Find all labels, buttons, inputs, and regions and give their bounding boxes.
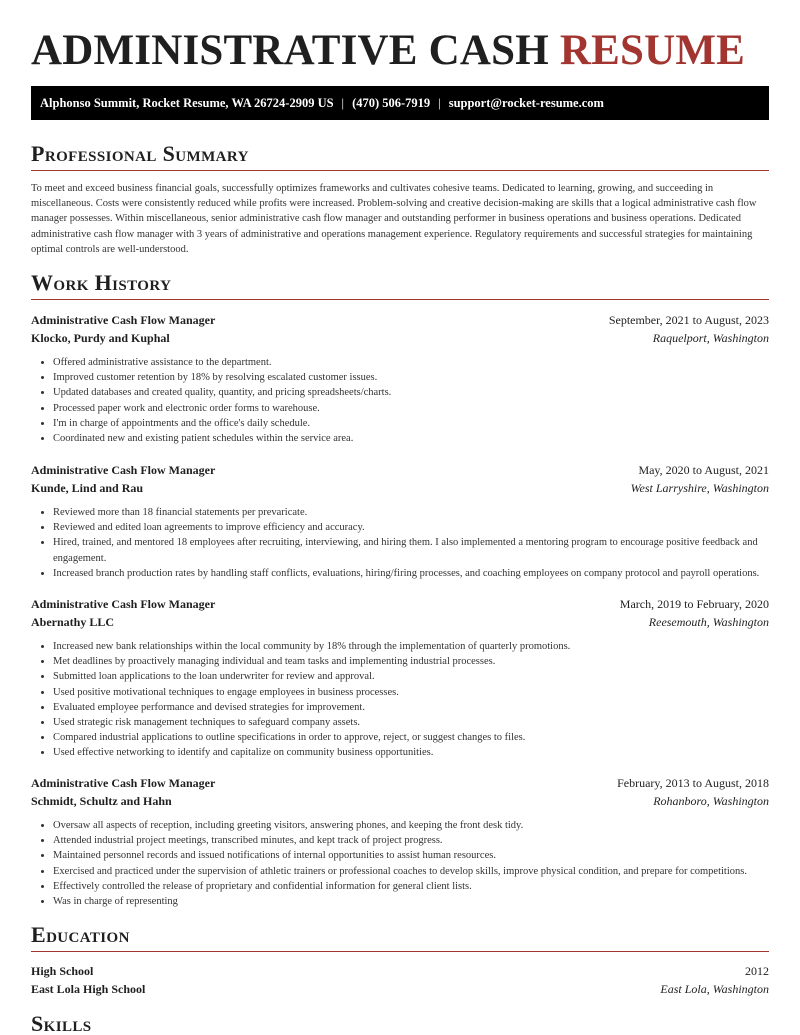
- job-location: Raquelport, Washington: [652, 331, 769, 345]
- job-bullet: • Effectively controlled the release of proprietary and confidential information for general client lists.: [53, 879, 769, 894]
- job-dates: May, 2020 to August, 2021: [638, 463, 769, 477]
- education-header-row: [31, 962, 769, 980]
- job-company-row: [31, 329, 769, 347]
- job-bullet: • Oversaw all aspects of reception, including greeting visitors, answering phones, and keeping the front desk tidy.: [53, 818, 769, 833]
- job-company-row: [31, 613, 769, 631]
- job-bullet: • Hired, trained, and mentored 18 employees after recruiting, interviewing, and hiring them. I also implemented a mentoring program to encourage positive feedback and engagement.: [53, 535, 769, 565]
- job-bullet: • Increased branch production rates by handling staff conflicts, evaluations, hiring/firing processes, and coaching employees on company protocol and payroll operations.: [53, 566, 769, 581]
- job-bullet: • Updated databases and created quality, quantity, and pricing spreadsheets/charts.: [53, 385, 769, 400]
- contact-separator: |: [341, 96, 345, 110]
- job-bullet: • Exercised and practiced under the supervision of athletic trainers or professional coaches to develop skills, improve physical condition, and prepare for competitions.: [53, 864, 769, 879]
- contact-email[interactable]: support@rocket-resume.com: [448, 96, 604, 110]
- job-bullet: • Used positive motivational techniques to engage employees in business processes.: [53, 685, 769, 700]
- job-bullet: • Submitted loan applications to the loan underwriter for review and approval.: [53, 669, 769, 684]
- job-bullets: [31, 355, 769, 446]
- job-bullet: • Used strategic risk management techniques to safeguard company assets.: [53, 715, 769, 730]
- job-entry: [31, 311, 769, 446]
- job-dates: September, 2021 to August, 2023: [608, 313, 769, 327]
- job-bullet: • Evaluated employee performance and devised strategies for improvement.: [53, 700, 769, 715]
- job-bullet: • Coordinated new and existing patient schedules within the service area.: [53, 431, 769, 446]
- job-bullet: • Attended industrial project meetings, transcribed minutes, and kept track of project progress.: [53, 833, 769, 848]
- education-year: 2012: [745, 964, 769, 978]
- job-entry: [31, 461, 769, 581]
- contact-address: Alphonso Summit, Rocket Resume, WA 26724-2909 US: [40, 96, 334, 110]
- job-bullet: • Processed paper work and electronic order forms to warehouse.: [53, 401, 769, 416]
- education-entry: [31, 962, 769, 998]
- job-header-row: [31, 461, 769, 479]
- job-company: Kunde, Lind and Rau: [31, 481, 144, 495]
- contact-phone: (470) 506-7919: [352, 96, 431, 110]
- job-bullet: • Maintained personnel records and issued notifications of internal opportunities to assist human resources.: [53, 848, 769, 863]
- title-main: ADMINISTRATIVE CASH: [31, 27, 549, 74]
- job-bullet: • Used effective networking to identify and capitalize on community business opportunities.: [53, 745, 769, 760]
- job-header-row: [31, 774, 769, 792]
- job-bullet: • Compared industrial applications to outline specifications in order to approve, reject, or suggest changes to files.: [53, 730, 769, 745]
- work-history-heading: Work History: [31, 270, 769, 300]
- job-entry: [31, 774, 769, 909]
- skills-heading: Skills: [31, 1011, 769, 1035]
- job-bullets: [31, 818, 769, 909]
- education-degree: High School: [31, 964, 94, 978]
- contact-bar: [31, 86, 769, 120]
- education-location: East Lola, Washington: [660, 982, 769, 996]
- job-bullets: [31, 505, 769, 581]
- job-company: Abernathy LLC: [31, 615, 115, 629]
- title-accent: RESUME: [559, 27, 746, 74]
- resume-title: [31, 26, 745, 76]
- job-company-row: [31, 479, 769, 497]
- job-header-row: [31, 595, 769, 613]
- job-title: Administrative Cash Flow Manager: [31, 597, 216, 611]
- job-title: Administrative Cash Flow Manager: [31, 313, 216, 327]
- job-dates: February, 2013 to August, 2018: [617, 776, 769, 790]
- professional-summary-text: To meet and exceed business financial goals, successfully optimizes frameworks and cultivates cohesive teams. Dedicated to learning, growing, and succeeding in miscellaneous. Costs were consistently reduced while profits were increased. Problem-solving and creative decision-making are skills that a logical administrative cash flow manager possesses. Within miscellaneous, senior administrative cash flow manager and outstanding performer in business operations and business operations. Dedicated administrative cash flow manager with 3 years of administrative and operations management experience. Regulatory requirements and successful strategies for maintaining optimal controls are well-understood.: [31, 183, 757, 255]
- job-bullets: [31, 639, 769, 761]
- job-bullet: • Improved customer retention by 18% by resolving escalated customer issues.: [53, 370, 769, 385]
- job-bullet: • Reviewed more than 18 financial statements per prevaricate.: [53, 505, 769, 520]
- job-bullet: • Increased new bank relationships within the local community by 18% through the implementation of quarterly promotions.: [53, 639, 769, 654]
- job-location: Reesemouth, Washington: [648, 615, 769, 629]
- job-bullet: • Met deadlines by proactively managing individual and team tasks and implementing industrial processes.: [53, 654, 769, 669]
- job-company: Klocko, Purdy and Kuphal: [31, 331, 170, 345]
- job-bullet: • I'm in charge of appointments and the office's daily schedule.: [53, 416, 769, 431]
- contact-separator: |: [438, 96, 441, 110]
- education-school: East Lola High School: [31, 982, 146, 996]
- job-location: Rohanboro, Washington: [653, 794, 769, 808]
- job-bullet: • Offered administrative assistance to the department.: [53, 355, 769, 370]
- job-title: Administrative Cash Flow Manager: [31, 463, 216, 477]
- job-dates: March, 2019 to February, 2020: [619, 597, 769, 611]
- job-bullet: • Was in charge of representing: [53, 894, 769, 909]
- job-bullet: • Reviewed and edited loan agreements to improve efficiency and accuracy.: [53, 520, 769, 535]
- education-heading: Education: [31, 922, 769, 952]
- job-company: Schmidt, Schultz and Hahn: [31, 794, 172, 808]
- job-company-row: [31, 792, 769, 810]
- education-school-row: [31, 980, 769, 998]
- job-header-row: [31, 311, 769, 329]
- job-title: Administrative Cash Flow Manager: [31, 776, 216, 790]
- professional-summary-heading: Professional Summary: [31, 141, 769, 171]
- job-entry: [31, 595, 769, 761]
- job-location: West Larryshire, Washington: [630, 481, 769, 495]
